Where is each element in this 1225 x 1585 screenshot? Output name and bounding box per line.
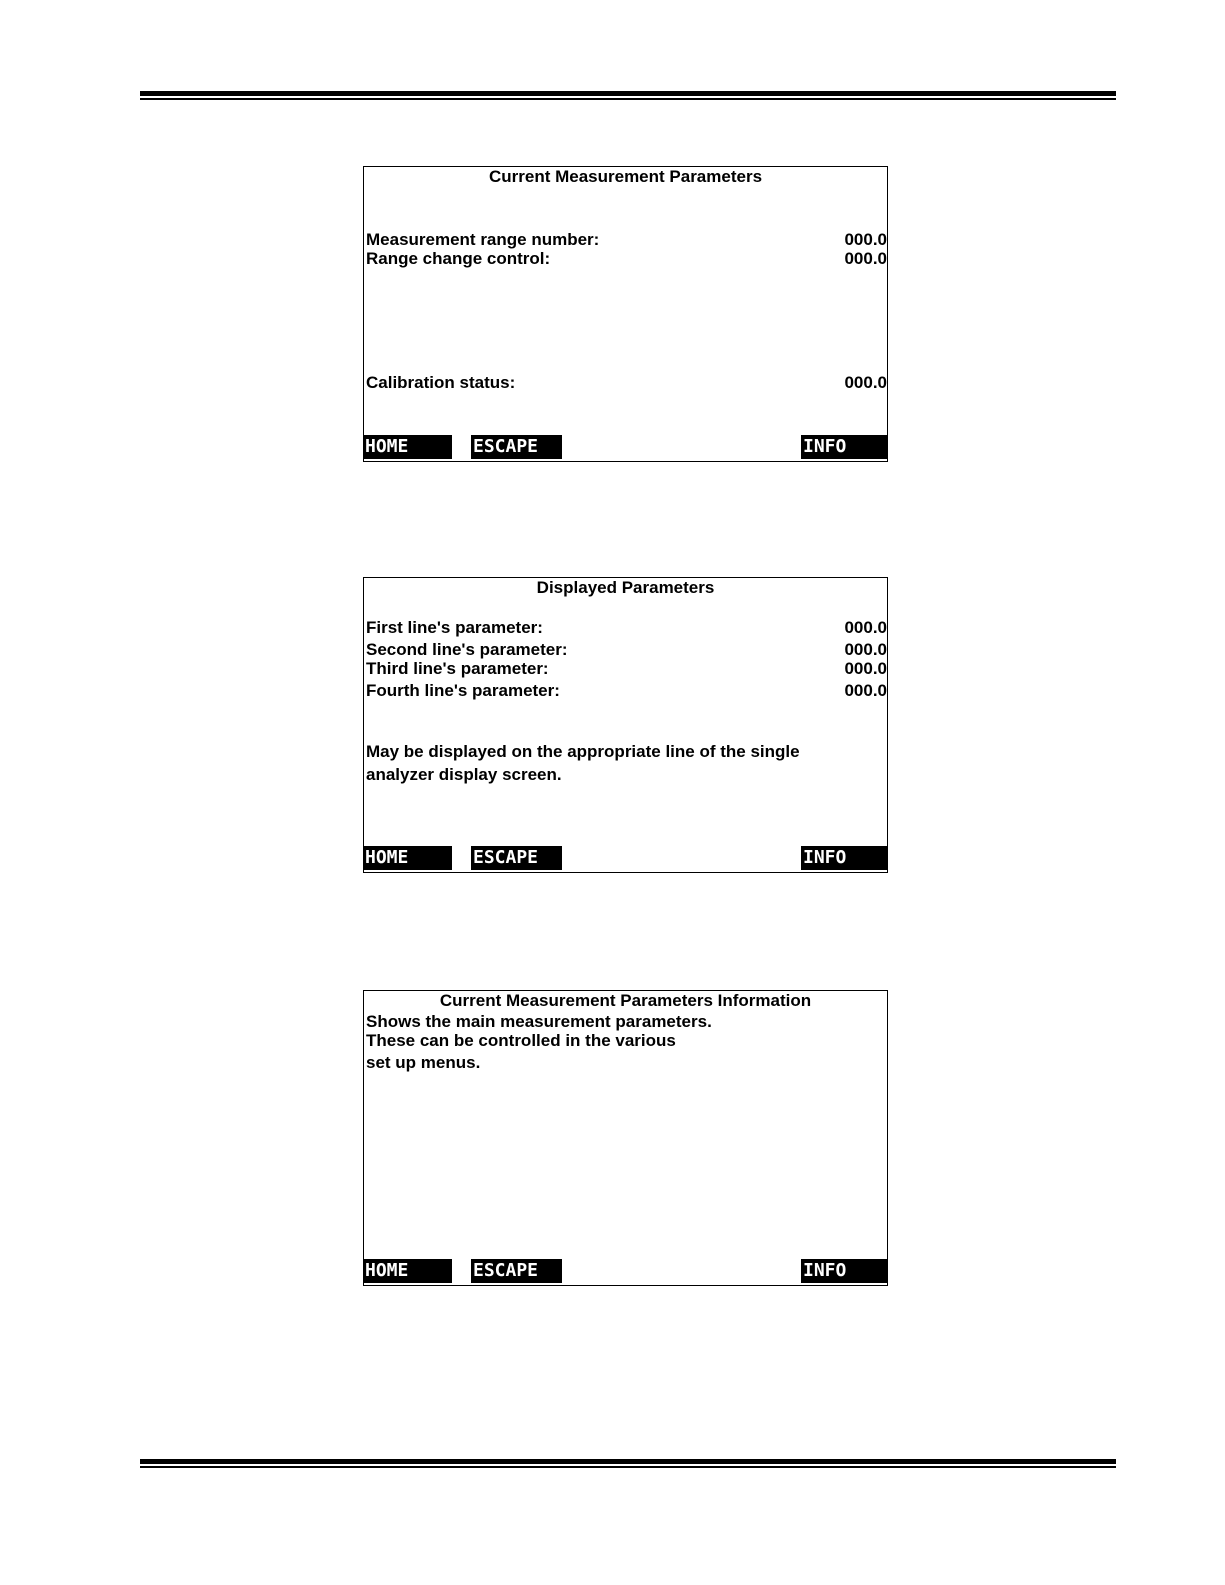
row-label: Fourth line's parameter: — [366, 681, 560, 700]
second-line-parameter-row — [366, 640, 887, 660]
row-value: 000.0 — [844, 230, 887, 249]
row-label: First line's parameter: — [366, 618, 543, 637]
info-line: set up menus. — [366, 1053, 481, 1072]
fourth-line-parameter-row — [366, 681, 887, 701]
measurement-parameters-info-screen — [363, 990, 888, 1286]
home-softkey[interactable]: HOME — [364, 846, 452, 870]
note-line: analyzer display screen. — [366, 765, 562, 784]
calibration-status-row — [366, 373, 887, 393]
row-label: Second line's parameter: — [366, 640, 568, 659]
info-softkey[interactable]: INFO — [801, 435, 888, 459]
displayed-parameters-screen — [363, 577, 888, 873]
third-line-parameter-row — [366, 659, 887, 679]
footer-rule — [140, 1459, 1116, 1468]
row-value: 000.0 — [844, 618, 887, 637]
escape-softkey[interactable]: ESCAPE — [471, 846, 562, 870]
row-value: 000.0 — [844, 640, 887, 659]
current-measurement-parameters-screen — [363, 166, 888, 462]
row-value: 000.0 — [844, 659, 887, 678]
info-line: These can be controlled in the various — [366, 1031, 676, 1050]
first-line-parameter-row — [366, 618, 887, 638]
screen-title: Current Measurement Parameters Information — [439, 991, 812, 1010]
header-rule — [140, 91, 1116, 100]
escape-softkey[interactable]: ESCAPE — [471, 1259, 562, 1283]
screen-title: Displayed Parameters — [536, 578, 715, 597]
row-label: Range change control: — [366, 249, 551, 268]
row-value: 000.0 — [844, 681, 887, 700]
measurement-range-number-row — [366, 230, 887, 250]
info-line: Shows the main measurement parameters. — [366, 1012, 712, 1031]
note-line: May be displayed on the appropriate line of the single — [366, 742, 800, 761]
info-softkey[interactable]: INFO — [801, 846, 888, 870]
row-label: Calibration status: — [366, 373, 516, 392]
info-softkey[interactable]: INFO — [801, 1259, 888, 1283]
screen-title: Current Measurement Parameters — [488, 167, 763, 186]
home-softkey[interactable]: HOME — [364, 435, 452, 459]
row-value: 000.0 — [844, 249, 887, 268]
row-label: Measurement range number: — [366, 230, 600, 249]
row-label: Third line's parameter: — [366, 659, 549, 678]
range-change-control-row — [366, 249, 887, 269]
escape-softkey[interactable]: ESCAPE — [471, 435, 562, 459]
home-softkey[interactable]: HOME — [364, 1259, 452, 1283]
row-value: 000.0 — [844, 373, 887, 392]
